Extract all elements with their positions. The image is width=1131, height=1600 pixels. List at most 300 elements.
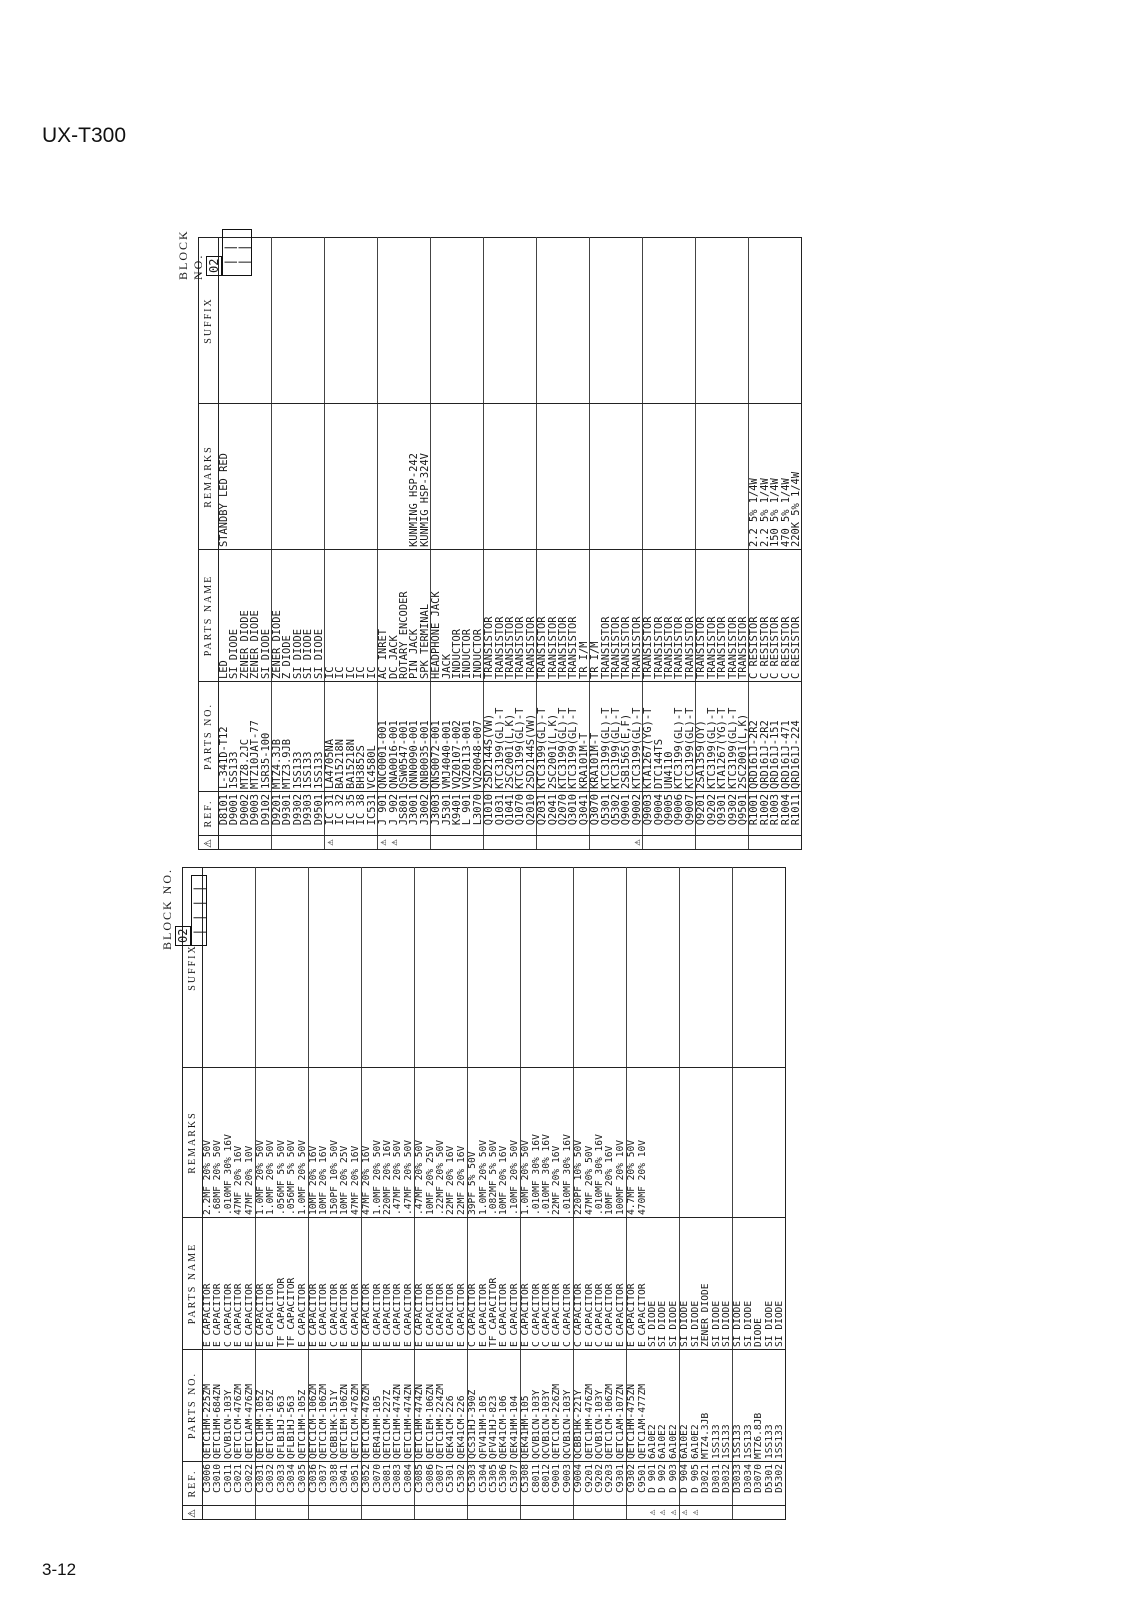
parts-no-cell: VQZ0113-001 <box>462 682 472 792</box>
remarks-cell: 150 5% 1/4W <box>770 404 780 550</box>
remarks-cell: 1.0MF 20% 50V <box>479 1068 489 1218</box>
parts-name-cell: C RESISTOR <box>781 550 791 682</box>
parts-name-cell: E CAPACITOR <box>351 1218 362 1350</box>
suffix-cell <box>452 238 462 404</box>
parts-name-cell: E CAPACITOR <box>627 1218 638 1350</box>
ref-cell: J3003 <box>431 792 442 836</box>
parts-name-cell: TRANSISTOR <box>685 550 696 682</box>
parts-no-cell: QRD161J-471 <box>781 682 791 792</box>
suffix-cell <box>367 238 378 404</box>
suffix-cell <box>712 868 722 1068</box>
mark-cell <box>664 836 674 850</box>
ref-cell: D8101 <box>219 792 230 836</box>
parts-name-cell: TRANSISTOR <box>515 550 525 682</box>
parts-no-cell: 2SC2001(L,K) <box>548 682 558 792</box>
remarks-cell: .68MF 20% 50V <box>213 1068 223 1218</box>
parts-no-cell: KTC3199(GL)-T <box>674 682 684 792</box>
parts-name-cell: E CAPACITOR <box>298 1218 309 1350</box>
ref-cell: D9301 <box>282 792 292 836</box>
mark-cell <box>240 836 250 850</box>
remarks-cell: 47MF 20% 16V <box>234 1068 244 1218</box>
table-row <box>648 868 658 1520</box>
ref-cell: C3035 <box>298 1462 309 1506</box>
ref-cell: D9003 <box>250 792 260 836</box>
suffix-cell <box>404 868 415 1068</box>
ref-cell: C3081 <box>383 1462 393 1506</box>
parts-name-cell: C CAPACITOR <box>224 1218 234 1350</box>
ref-cell: J3002 <box>420 792 431 836</box>
mark-cell: ⚠ <box>691 1506 701 1520</box>
suffix-cell <box>303 238 313 404</box>
parts-name-cell: E CAPACITOR <box>499 1218 509 1350</box>
table-row <box>738 238 749 850</box>
parts-no-cell: 2SD2144S(VW) <box>526 682 537 792</box>
parts-no-cell: QETC1CM-106ZM <box>605 1350 615 1462</box>
mark-cell <box>314 836 325 850</box>
mark-cell <box>250 836 260 850</box>
parts-name-cell: ROTARY ENCODER <box>399 550 409 682</box>
parts-name-cell: E CAPACITOR <box>319 1218 329 1350</box>
parts-name-cell: E CAPACITOR <box>552 1218 562 1350</box>
suffix-cell <box>505 238 515 404</box>
suffix-cell <box>707 238 717 404</box>
ref-cell: Q2010 <box>526 792 537 836</box>
remarks-cell <box>654 404 664 550</box>
suffix-cell <box>325 238 336 404</box>
parts-no-cell: 1SS133 <box>744 1350 754 1462</box>
parts-name-cell: E CAPACITOR <box>415 1218 426 1350</box>
remarks-cell <box>325 404 336 550</box>
parts-table-right <box>168 229 942 850</box>
suffix-cell <box>717 238 727 404</box>
remarks-cell <box>744 1068 754 1218</box>
mark-cell: ⚠ <box>648 1506 658 1520</box>
parts-no-cell: QNA0016-001 <box>389 682 399 792</box>
ref-cell: D 904 <box>680 1462 691 1506</box>
mark-cell <box>335 836 345 850</box>
parts-name-cell: SI DIODE <box>229 550 239 682</box>
suffix-cell <box>738 238 749 404</box>
table-row <box>616 868 627 1520</box>
ref-cell: Q9301 <box>717 792 727 836</box>
table-row <box>685 238 696 850</box>
parts-no-cell: BA15218N <box>346 682 356 792</box>
remarks-cell <box>378 404 389 550</box>
mark-cell <box>791 836 802 850</box>
suffix-cell <box>532 868 542 1068</box>
suffix-cell <box>515 238 525 404</box>
suffix-cell <box>415 868 426 1068</box>
ref-cell: C3021 <box>234 1462 244 1506</box>
mark-cell <box>468 1506 479 1520</box>
remarks-cell <box>738 404 749 550</box>
remarks-cell: 10MF 20% 16V <box>605 1068 615 1218</box>
suffix-cell <box>362 868 373 1068</box>
parts-no-cell: QCBB1HK-221Y <box>574 1350 585 1462</box>
table-row <box>362 868 373 1520</box>
parts-name-cell: TRANSISTOR <box>664 550 674 682</box>
mark-cell <box>219 836 230 850</box>
mark-cell: ⚠ <box>632 836 643 850</box>
mark-cell <box>489 1506 499 1520</box>
suffix-cell <box>446 868 456 1068</box>
parts-no-cell: QETC1HM-474ZN <box>393 1350 403 1462</box>
block-suffix-boxes: | | | | <box>222 229 252 276</box>
suffix-cell <box>791 238 802 404</box>
ref-cell: Q2031 <box>537 792 548 836</box>
parts-name-cell: ZENER DIODE <box>250 550 260 682</box>
parts-name-cell: C CAPACITOR <box>532 1218 542 1350</box>
table-row <box>658 868 668 1520</box>
parts-no-cell: QEK41HM-105 <box>521 1350 532 1462</box>
parts-no-cell: KTC3199(GL)-T <box>707 682 717 792</box>
remarks-cell <box>728 404 738 550</box>
mark-cell <box>654 836 664 850</box>
mark-cell <box>611 836 621 850</box>
suffix-cell <box>309 868 320 1068</box>
parts-name-cell: E CAPACITOR <box>521 1218 532 1350</box>
mark-cell <box>362 1506 373 1520</box>
suffix-cell <box>722 868 733 1068</box>
block-label <box>160 868 207 950</box>
suffix-cell <box>558 238 568 404</box>
ref-cell: R1011 <box>791 792 802 836</box>
remarks-cell <box>754 1068 764 1218</box>
table-row <box>378 238 389 850</box>
table-row <box>563 868 574 1520</box>
remarks-cell: 10MF 20% 16V <box>319 1068 329 1218</box>
suffix-cell <box>356 238 366 404</box>
column-header-mark: ⚠ <box>199 836 219 850</box>
parts-no-cell: DTC144TS <box>654 682 664 792</box>
parts-no-cell: QCS31HJ-390Z <box>468 1350 479 1462</box>
parts-name-cell: IC <box>325 550 336 682</box>
suffix-cell <box>393 868 403 1068</box>
parts-name-cell: E CAPACITOR <box>585 1218 595 1350</box>
ref-cell: D 905 <box>691 1462 701 1506</box>
mark-cell <box>287 1506 297 1520</box>
mark-cell <box>256 1506 267 1520</box>
parts-name-cell: SI DIODE <box>722 1218 733 1350</box>
suffix-cell <box>266 868 276 1068</box>
parts-no-cell: KTA1267(YG)-T <box>717 682 727 792</box>
parts-name-cell: TR I/M <box>579 550 590 682</box>
parts-no-cell: 1SS133 <box>712 1350 722 1462</box>
suffix-cell <box>621 238 631 404</box>
remarks-cell <box>733 1068 744 1218</box>
suffix-cell <box>489 868 499 1068</box>
remarks-cell <box>335 404 345 550</box>
table-row <box>261 238 272 850</box>
column-header-ref: REF. <box>199 792 219 836</box>
ref-cell: D3032 <box>722 1462 733 1506</box>
ref-cell: C3051 <box>351 1462 362 1506</box>
parts-name-cell: SI DIODE <box>314 550 325 682</box>
suffix-cell <box>648 868 658 1068</box>
remarks-cell: 1.0MF 20% 50V <box>266 1068 276 1218</box>
table-row <box>574 868 585 1520</box>
suffix-cell <box>457 868 468 1068</box>
mark-cell <box>298 1506 309 1520</box>
suffix-cell <box>234 868 244 1068</box>
ref-cell: D3034 <box>744 1462 754 1506</box>
parts-name-cell: TRANSISTOR <box>643 550 654 682</box>
mark-cell <box>234 1506 244 1520</box>
remarks-cell: .010MF 30% 16V <box>542 1068 552 1218</box>
parts-name-cell: E CAPACITOR <box>203 1218 214 1350</box>
parts-name-cell: TRANSISTOR <box>738 550 749 682</box>
ref-cell: C3085 <box>415 1462 426 1506</box>
block-number: 02 <box>175 926 191 946</box>
mark-cell <box>749 836 760 850</box>
parts-no-cell: 1SS133 <box>722 1350 733 1462</box>
mark-cell: ⚠ <box>325 836 336 850</box>
parts-no-cell: QETC1HM-224ZM <box>436 1350 446 1462</box>
parts-no-cell: QETC1CM-226ZM <box>552 1350 562 1462</box>
ref-cell: Q1041 <box>505 792 515 836</box>
remarks-cell: 47MF 20% 50V <box>585 1068 595 1218</box>
parts-no-cell: MTZ4.3JB <box>701 1350 711 1462</box>
ref-cell: C9003 <box>563 1462 574 1506</box>
remarks-cell: 2.2 5% 1/4W <box>749 404 760 550</box>
parts-no-cell: QETC1HM-476ZM <box>585 1350 595 1462</box>
suffix-cell <box>468 868 479 1068</box>
ref-cell: D9302 <box>293 792 303 836</box>
parts-name-cell: C CAPACITOR <box>542 1218 552 1350</box>
ref-cell: D 903 <box>669 1462 680 1506</box>
parts-no-cell: 1SS133 <box>229 682 239 792</box>
mark-cell <box>760 836 770 850</box>
remarks-cell <box>303 404 313 550</box>
mark-cell <box>754 1506 764 1520</box>
ref-cell: C9301 <box>616 1462 627 1506</box>
parts-no-cell: KTA1267(YG)-T <box>643 682 654 792</box>
table-row <box>765 868 775 1520</box>
parts-name-cell: E CAPACITOR <box>393 1218 403 1350</box>
table-row <box>791 238 802 850</box>
parts-no-cell: KRA101M-T <box>590 682 601 792</box>
parts-no-cell: QRD161J-151 <box>770 682 780 792</box>
mark-cell <box>590 836 601 850</box>
parts-no-cell: 1SS133 <box>733 1350 744 1462</box>
mark-cell <box>436 1506 446 1520</box>
suffix-cell <box>542 868 552 1068</box>
ref-cell: C3036 <box>309 1462 320 1506</box>
ref-cell: D9501 <box>314 792 325 836</box>
suffix-cell <box>431 238 442 404</box>
parts-name-cell: HEADPHONE JACK <box>431 550 442 682</box>
ref-cell: D9201 <box>272 792 283 836</box>
parts-name-cell: C CAPACITOR <box>574 1218 585 1350</box>
parts-no-cell: 2SB1565(E,F) <box>621 682 631 792</box>
ref-cell: L3070 <box>473 792 484 836</box>
remarks-cell: .47MF 20% 50V <box>404 1068 415 1218</box>
parts-name-cell: SI DIODE <box>691 1218 701 1350</box>
suffix-cell <box>664 238 674 404</box>
suffix-cell <box>770 238 780 404</box>
mark-cell <box>515 836 525 850</box>
parts-no-cell: QRD161J-2R2 <box>749 682 760 792</box>
suffix-cell <box>601 238 611 404</box>
remarks-cell <box>495 404 505 550</box>
table-row <box>669 868 680 1520</box>
remarks-cell: 220MF 20% 16V <box>383 1068 393 1218</box>
remarks-cell <box>442 404 452 550</box>
mark-cell <box>457 1506 468 1520</box>
table-row <box>638 868 648 1520</box>
remarks-cell: KUNMIG HSP-324V <box>420 404 431 550</box>
remarks-cell: 1.0MF 20% 50V <box>256 1068 267 1218</box>
mark-cell <box>373 1506 383 1520</box>
remarks-cell <box>272 404 283 550</box>
ref-cell: L 901 <box>462 792 472 836</box>
ref-cell: D9303 <box>303 792 313 836</box>
model-title: UX-T300 <box>42 124 127 147</box>
ref-cell: D9001 <box>229 792 239 836</box>
ref-cell: D3033 <box>733 1462 744 1506</box>
parts-no-cell: 6A10E2 <box>669 1350 680 1462</box>
ref-cell: D3031 <box>712 1462 722 1506</box>
ref-cell: C9203 <box>605 1462 615 1506</box>
remarks-cell: .056MF 5% 50V <box>287 1068 297 1218</box>
suffix-cell <box>638 868 648 1068</box>
ref-cell: D 901 <box>648 1462 658 1506</box>
suffix-cell <box>277 868 287 1068</box>
parts-name-cell: SI DIODE <box>680 1218 691 1350</box>
table-row <box>367 238 378 850</box>
ref-cell: C3010 <box>213 1462 223 1506</box>
mark-cell <box>579 836 590 850</box>
parts-no-cell: 2SC2001(L,K) <box>505 682 515 792</box>
suffix-cell <box>568 238 578 404</box>
parts-name-cell: IC <box>367 550 378 682</box>
ref-cell: C3070 <box>373 1462 383 1506</box>
suffix-cell <box>462 238 472 404</box>
mark-cell <box>245 1506 256 1520</box>
parts-no-cell: KTC3199(GL)-T <box>537 682 548 792</box>
suffix-cell <box>632 238 643 404</box>
table-row <box>473 238 484 850</box>
table-row <box>733 868 744 1520</box>
parts-name-cell: JACK <box>442 550 452 682</box>
parts-name-cell: C CAPACITOR <box>595 1218 605 1350</box>
suffix-cell <box>696 238 707 404</box>
parts-no-cell: KTC3199(GL)-T <box>728 682 738 792</box>
ref-cell: Q5302 <box>611 792 621 836</box>
mark-cell <box>393 1506 403 1520</box>
parts-no-cell: QEK41CM-226 <box>457 1350 468 1462</box>
mark-cell <box>770 836 780 850</box>
ref-cell: J3001 <box>409 792 419 836</box>
mark-cell <box>203 1506 214 1520</box>
parts-no-cell: QETC1CM-106ZM <box>319 1350 329 1462</box>
parts-no-cell: KRA101M-T <box>579 682 590 792</box>
parts-no-cell: QFLB1HJ-563 <box>277 1350 287 1462</box>
parts-name-cell: TRANSISTOR <box>728 550 738 682</box>
ref-cell: C3038 <box>330 1462 340 1506</box>
remarks-cell: STANDBY LED RED <box>219 404 230 550</box>
suffix-cell <box>261 238 272 404</box>
ref-cell: C3041 <box>340 1462 350 1506</box>
suffix-cell <box>733 868 744 1068</box>
mark-cell: ⚠ <box>658 1506 668 1520</box>
parts-no-cell: 1SR35-100 <box>261 682 272 792</box>
parts-name-cell: E CAPACITOR <box>309 1218 320 1350</box>
suffix-cell <box>521 868 532 1068</box>
parts-name-cell: SPK TERMINAL <box>420 550 431 682</box>
mark-cell <box>426 1506 436 1520</box>
ref-cell: Q5301 <box>601 792 611 836</box>
remarks-cell <box>775 1068 786 1218</box>
ref-cell: C8011 <box>532 1462 542 1506</box>
remarks-cell <box>568 404 578 550</box>
ref-cell: C3087 <box>436 1462 446 1506</box>
ref-cell: C3031 <box>256 1462 267 1506</box>
remarks-cell: 2.2 5% 1/4W <box>760 404 770 550</box>
remarks-cell <box>293 404 303 550</box>
parts-no-cell: KTC3199(GL)-T <box>568 682 578 792</box>
table-row <box>457 868 468 1520</box>
suffix-cell <box>574 868 585 1068</box>
parts-name-cell: E CAPACITOR <box>638 1218 648 1350</box>
parts-no-cell: KTC3199(GL)-T <box>558 682 568 792</box>
mark-cell <box>282 836 292 850</box>
remarks-cell: 470MF 20% 10V <box>638 1068 648 1218</box>
parts-no-cell: QCVB1CN-103Y <box>542 1350 552 1462</box>
mark-cell <box>415 1506 426 1520</box>
parts-no-cell: QFLB1HJ-563 <box>287 1350 297 1462</box>
parts-name-cell: E CAPACITOR <box>245 1218 256 1350</box>
suffix-cell <box>611 238 621 404</box>
ref-cell: C3033 <box>277 1462 287 1506</box>
mark-cell <box>473 836 484 850</box>
remarks-cell <box>696 404 707 550</box>
parts-name-cell: TRANSISTOR <box>537 550 548 682</box>
parts-no-cell: 2SD2144S(VW) <box>484 682 495 792</box>
parts-no-cell: 6A10E2 <box>680 1350 691 1462</box>
remarks-cell: 2.2MF 20% 50V <box>203 1068 214 1218</box>
parts-no-cell: LA4705NA <box>325 682 336 792</box>
table-row <box>521 868 532 1520</box>
mark-cell <box>479 1506 489 1520</box>
mark-cell <box>558 836 568 850</box>
remarks-cell <box>431 404 442 550</box>
parts-name-cell: E CAPACITOR <box>510 1218 521 1350</box>
mark-cell <box>574 1506 585 1520</box>
remarks-cell <box>691 1068 701 1218</box>
ref-cell: C3006 <box>203 1462 214 1506</box>
mark-cell <box>356 836 366 850</box>
table-row <box>712 868 722 1520</box>
suffix-cell <box>272 238 283 404</box>
remarks-cell <box>590 404 601 550</box>
remarks-cell: 39PF 5% 50V <box>468 1068 479 1218</box>
parts-no-cell: QCVB1CN-103Y <box>224 1350 234 1462</box>
parts-no-cell: MTZ6.8JB <box>754 1350 764 1462</box>
suffix-cell <box>287 868 297 1068</box>
parts-no-cell: MTZ4.3JB <box>272 682 283 792</box>
remarks-cell <box>314 404 325 550</box>
ref-cell: J5301 <box>442 792 452 836</box>
parts-name-cell: E CAPACITOR <box>373 1218 383 1350</box>
page-number: 3-12 <box>42 1560 77 1579</box>
ref-cell: C9202 <box>595 1462 605 1506</box>
parts-name-cell: E CAPACITOR <box>256 1218 267 1350</box>
remarks-cell <box>707 404 717 550</box>
parts-name-cell: TRANSISTOR <box>654 550 664 682</box>
mark-cell <box>309 1506 320 1520</box>
column-header-parts-no: PARTS NO. <box>199 682 219 792</box>
